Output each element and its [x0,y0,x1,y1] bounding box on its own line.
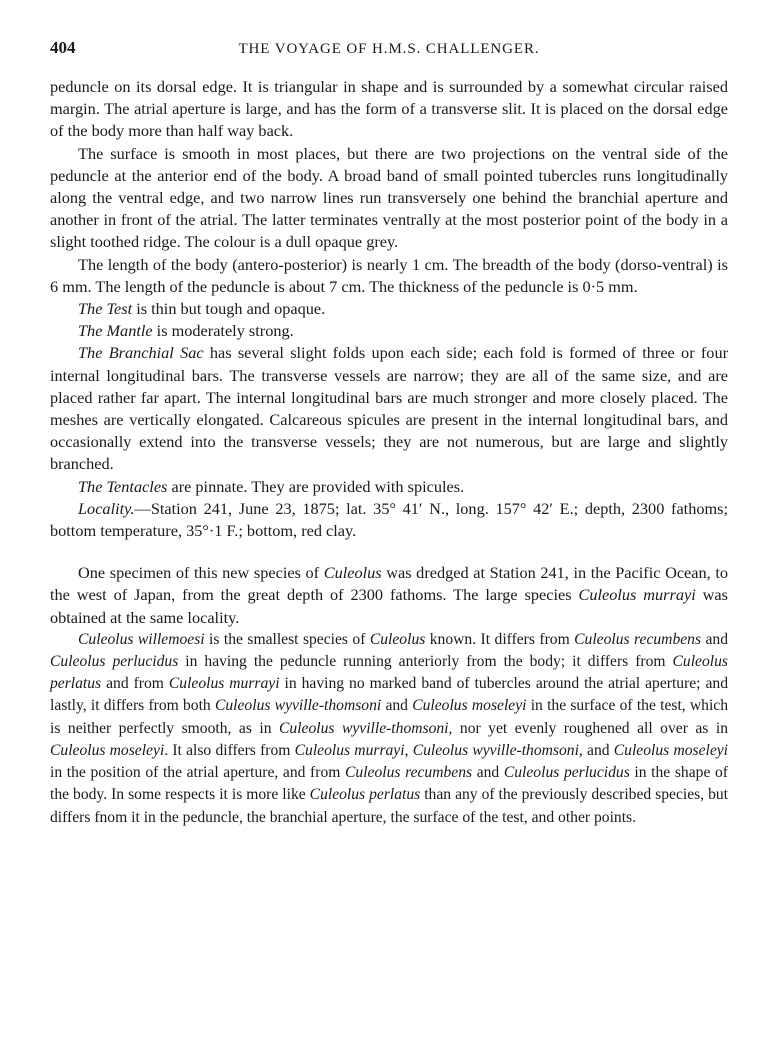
remarks-text: , nor yet evenly roughened all over as in [448,719,728,737]
species-name: Culeolus perlucidus [50,653,179,671]
remarks-text: and [701,630,728,648]
species-name: Culeolus perlatus [50,653,728,693]
mantle-label: The Mantle [78,321,153,341]
tentacles-label: The Tentacles [78,476,168,496]
species-name: Culeolus willemoesi [78,630,205,648]
description-paragraph-2: The surface is smooth in most places, but there are two projections on the ventral side of the peduncle at the anterior end of the body. A broad band of small pointed tubercles runs longitudinally along the ventral edge, and two narrow lines run transversely one behind the branchial aperture and another in front of the atrial. The latter terminates ventrally at the most posterior point of the body in a slight toothed ridge. The colour is a dull opaque grey. [50,143,728,252]
page-number: 404 [50,38,76,57]
remarks-text: was obtained at the same locality. [50,585,728,627]
branchial-sac-text: has several slight folds upon each side; each fold is formed of three or four internal longitudinal bars. The transverse vessels are narrow; they are all of the same size, and are placed rather far apart. The internal longitudinal bars are much stronger and more closely placed. The meshes are vertically elongated. Calcareous spicules are present in the internal longitudinal bars, and occasionally extend into the transverse vessels; they are not numerous, but are large and slightly branched. [50,343,729,474]
species-name: Culeolus murrayi [578,585,696,605]
species-name: Culeolus moseleyi [50,741,165,759]
mantle-text: is moderately strong. [152,321,294,341]
species-name: Culeolus murrayi [168,675,280,693]
tentacles-paragraph [50,476,728,498]
remarks-paragraph-2 [50,629,728,829]
section-gap [50,542,728,562]
locality-paragraph [50,498,728,542]
remarks-paragraph-1 [50,562,728,629]
remarks-text: is the smallest species of [204,630,370,648]
test-text: is thin but tough and opaque. [132,299,326,319]
description-paragraph-1: peduncle on its dorsal edge. It is triangular in shape and is surrounded by a somewhat circular raised margin. The atrial aperture is large, and has the form of a transverse slit. It is placed on the dorsal edge of the body more than half way back. [50,77,728,141]
page [50,38,728,829]
remarks-text: One specimen of this new species of [78,563,324,583]
remarks-text: and [472,764,504,782]
remarks-text: than any of the previously described species, but differs fnom it in the peduncle, the branchial aperture, the surface of the test, and other points. [50,786,729,826]
species-name: Culeolus [323,563,382,583]
locality-label: Locality. [78,498,135,518]
species-name: Culeolus wyville-thomsoni [279,719,449,737]
species-name: Culeolus wyville-thomsoni [412,741,579,759]
branchial-sac-label: The Branchial Sac [78,343,204,363]
species-name: Culeolus perlatus [309,786,421,804]
remarks-text: was dredged at Station 241, in the Pacific Ocean, to the west of Japan, from the great depth of 2300 fathoms. The large species [50,563,728,605]
species-name: Culeolus [369,630,426,648]
mantle-paragraph [50,320,728,342]
remarks-text: in having no marked band of tubercles around the atrial aperture; and lastly, it differs from both [50,675,728,715]
species-name: Culeolus perlucidus [503,764,630,782]
branchial-sac-paragraph [50,342,728,475]
locality-text: —Station 241, June 23, 1875; lat. 35° 41′ N., long. 157° 42′ E.; depth, 2300 fathoms; bottom temperature, 35°·1 F.; bottom, red clay. [50,498,728,541]
remarks-text: , and [578,741,614,759]
test-paragraph [50,298,728,320]
remarks-text: and from [101,675,169,693]
remarks-text: in the surface of the test, which is neither perfectly smooth, as in [50,697,729,737]
remarks-text: known. It differs from [425,630,575,648]
running-title: THE VOYAGE OF H.M.S. CHALLENGER. [238,41,540,57]
description-paragraph-3: The length of the body (antero-posterior) is nearly 1 cm. The breadth of the body (dorso-ventral) is 6 mm. The length of the peduncle is about 7 cm. The thickness of the peduncle is 0·5 mm. [50,254,728,296]
remarks-text: in having the peduncle running anteriorly from the body; it differs from [178,653,673,671]
species-remarks [50,562,728,828]
species-name: Culeolus moseleyi [412,697,527,715]
species-description [50,76,728,542]
species-name: Culeolus recumbens [345,764,473,782]
remarks-text: in the shape of the body. In some respects it is more like [50,764,728,804]
species-name: Culeolus moseleyi [613,741,729,759]
remarks-text: and [381,697,413,715]
species-name: Culeolus murrayi [294,741,405,759]
remarks-text: , [404,741,413,759]
tentacles-text: are pinnate. They are provided with spicules. [167,476,465,496]
species-name: Culeolus recumbens [574,630,702,648]
remarks-text: . It also differs from [164,741,295,759]
species-name: Culeolus wyville-thomsoni [214,697,382,715]
test-label: The Test [78,299,133,319]
running-head [50,38,728,68]
remarks-text: in the position of the atrial aperture, and from [50,764,346,782]
